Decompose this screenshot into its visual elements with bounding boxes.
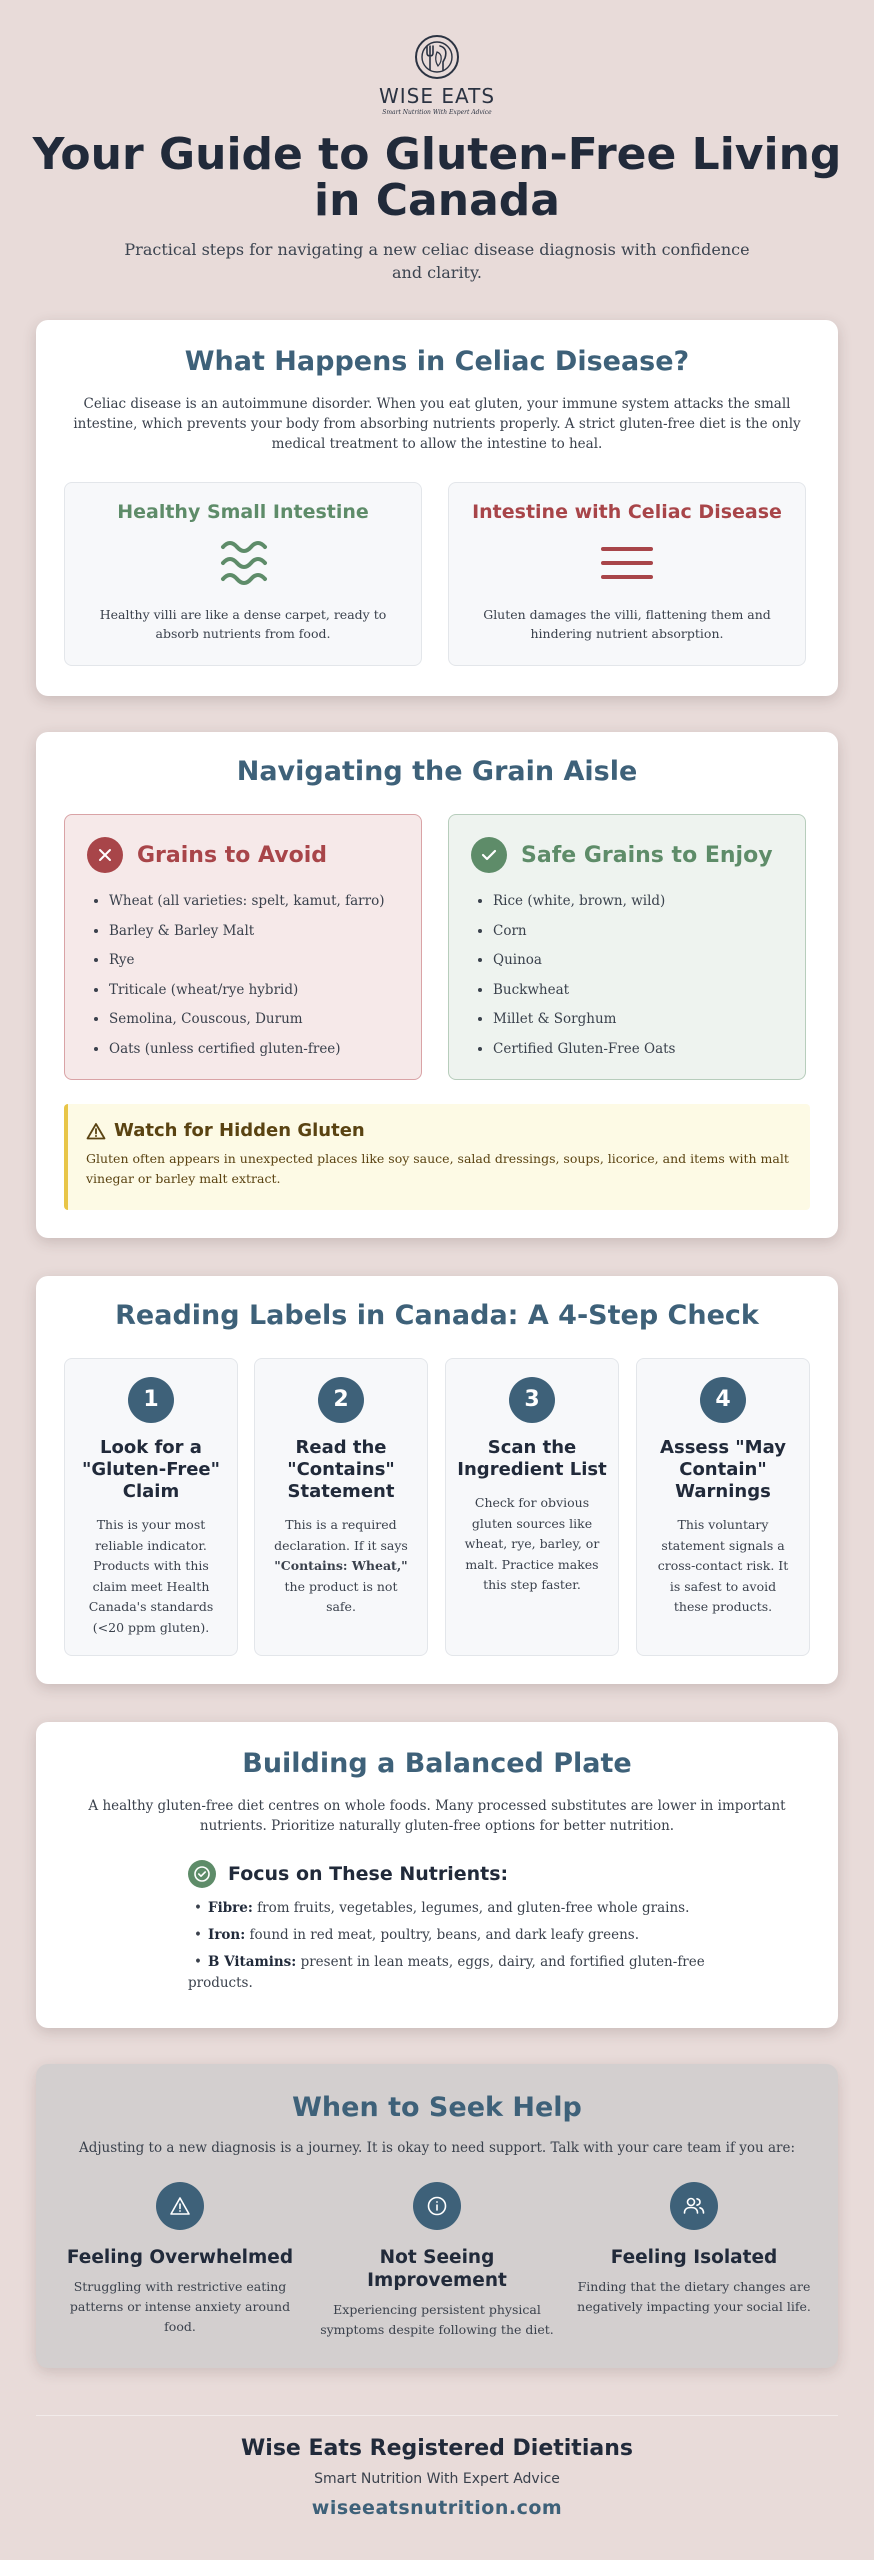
nutrients-title: Focus on These Nutrients:	[228, 1863, 509, 1885]
page-title: Your Guide to Gluten-Free Living in Canada	[32, 129, 842, 226]
grains-safe-list	[449, 887, 805, 1064]
list-item: • Millet & Sorghum	[493, 1005, 805, 1035]
celiac-intestine-title: Intestine with Celiac Disease	[472, 501, 782, 523]
nutrient-name: B Vitamins:	[208, 1954, 297, 1970]
grains-avoid-list	[65, 887, 421, 1064]
check-circle-icon	[188, 1860, 216, 1888]
grains-avoid-panel	[64, 814, 422, 1080]
help-intro: Adjusting to a new diagnosis is a journey. It is okay to need support. Talk with your care team if you are:	[78, 2140, 796, 2156]
step-card-4	[636, 1358, 810, 1656]
header	[0, 0, 874, 284]
nutrient-text: present in lean meats, eggs, dairy, and fortified gluten-free products.	[188, 1954, 705, 1991]
list-item: • Wheat (all varieties: spelt, kamut, farro)	[109, 887, 421, 917]
celiac-title: What Happens in Celiac Disease?	[184, 346, 690, 377]
list-item: • Triticale (wheat/rye hybrid)	[109, 976, 421, 1006]
list-item: • Buckwheat	[493, 976, 805, 1006]
nutrient-name: Iron:	[208, 1927, 246, 1943]
celiac-intro: Celiac disease is an autoimmune disorder. When you eat gluten, your immune system attacks the small intestine, which prevents your body from absorbing nutrients properly. A strict gluten-free diet is the only medical treatment to allow the intestine to heal.	[73, 396, 801, 452]
nutrients-block	[188, 1860, 708, 2000]
help-card	[36, 2064, 838, 2368]
celiac-card	[36, 320, 838, 696]
footer-divider	[36, 2415, 838, 2416]
labels-title: Reading Labels in Canada: A 4-Step Check	[115, 1300, 759, 1331]
flattened-villi-icon	[449, 537, 805, 593]
footer-name: Wise Eats Registered Dietitians	[241, 2436, 633, 2461]
help-item-overwhelmed	[52, 2182, 308, 2337]
brand-logo	[379, 32, 495, 116]
step-number: 4	[700, 1377, 746, 1423]
step-text: This is your most reliable indicator. Products with this claim meet Health Canada's standards (<20 ppm gluten).	[88, 1517, 214, 1635]
list-item: • Barley & Barley Malt	[109, 917, 421, 947]
step-text-bold: "Contains: Wheat,"	[274, 1558, 408, 1573]
users-icon	[670, 2182, 718, 2230]
help-item-isolated	[566, 2182, 822, 2317]
list-item: • Iron: found in red meat, poultry, beans, and dark leafy greens.	[194, 1927, 640, 1943]
list-item: • B Vitamins: present in lean meats, eggs, dairy, and fortified gluten-free products.	[188, 1954, 705, 1991]
warning-icon	[156, 2182, 204, 2230]
nutrient-text: found in red meat, poultry, beans, and dark leafy greens.	[245, 1927, 640, 1943]
celiac-intestine-panel	[448, 482, 806, 666]
step-text: Check for obvious gluten sources like wheat, rye, barley, or malt. Practice makes this step faster.	[464, 1495, 600, 1592]
step-number: 3	[509, 1377, 555, 1423]
step-text	[271, 1515, 411, 1618]
check-icon	[471, 837, 507, 873]
logo-name: WISE EATS	[378, 84, 496, 108]
step-card-3	[445, 1358, 619, 1656]
labels-card	[36, 1276, 838, 1684]
grains-avoid-title: Grains to Avoid	[137, 842, 327, 868]
help-item-text: Experiencing persistent physical symptoms despite following the diet.	[320, 2302, 554, 2337]
help-item-no-improvement	[309, 2182, 565, 2340]
step-text-part: the product is not safe.	[284, 1578, 398, 1614]
logo-plate-icon	[412, 32, 462, 82]
step-title: Look for a "Gluten-Free" Claim	[81, 1437, 221, 1502]
list-item: • Semolina, Couscous, Durum	[109, 1005, 421, 1035]
help-item-title: Feeling Isolated	[610, 2247, 778, 2268]
footer	[0, 2436, 874, 2519]
list-item: • Rice (white, brown, wild)	[493, 887, 805, 917]
help-item-title: Not Seeing Improvement	[367, 2247, 507, 2291]
plate-intro: A healthy gluten-free diet centres on whole foods. Many processed substitutes are lower in important nutrients. Prioritize naturally gluten-free options for better nutrition.	[88, 1798, 786, 1834]
hidden-gluten-text: Gluten often appears in unexpected places like soy sauce, salad dressings, soups, licorice, and items with malt vinegar or barley malt extract.	[86, 1151, 789, 1186]
step-card-1	[64, 1358, 238, 1656]
step-text-part: This is a required declaration. If it says	[274, 1517, 408, 1553]
grains-title: Navigating the Grain Aisle	[236, 756, 638, 787]
step-title: Assess "May Contain" Warnings	[660, 1437, 786, 1502]
healthy-villi-icon	[65, 537, 421, 593]
logo-tagline: Smart Nutrition With Expert Advice	[382, 109, 492, 116]
list-item: • Fibre: from fruits, vegetables, legumes, and gluten-free whole grains.	[194, 1900, 690, 1916]
hidden-gluten-title: Watch for Hidden Gluten	[114, 1120, 365, 1141]
grains-card	[36, 732, 838, 1238]
footer-tagline: Smart Nutrition With Expert Advice	[314, 2471, 560, 2487]
step-title: Read the "Contains" Statement	[287, 1437, 395, 1502]
x-icon	[87, 837, 123, 873]
list-item: • Quinoa	[493, 946, 805, 976]
warning-icon	[86, 1122, 106, 1140]
list-item: • Corn	[493, 917, 805, 947]
step-text: This voluntary statement signals a cross-contact risk. It is safest to avoid these products.	[657, 1517, 789, 1614]
step-number: 1	[128, 1377, 174, 1423]
grains-safe-panel	[448, 814, 806, 1080]
healthy-intestine-panel	[64, 482, 422, 666]
list-item: • Certified Gluten-Free Oats	[493, 1035, 805, 1065]
footer-website-link[interactable]: wiseeatsnutrition.com	[311, 2497, 563, 2519]
celiac-intestine-text: Gluten damages the villi, flattening them and hindering nutrient absorption.	[483, 607, 771, 641]
help-item-text: Finding that the dietary changes are negatively impacting your social life.	[577, 2279, 811, 2314]
step-title: Scan the Ingredient List	[457, 1437, 607, 1480]
list-item: • Rye	[109, 946, 421, 976]
nutrient-name: Fibre:	[208, 1900, 253, 1916]
healthy-intestine-title: Healthy Small Intestine	[117, 501, 369, 523]
grains-safe-title: Safe Grains to Enjoy	[521, 842, 773, 868]
nutrient-text: from fruits, vegetables, legumes, and gluten-free whole grains.	[252, 1900, 690, 1916]
step-card-2	[254, 1358, 428, 1656]
hidden-gluten-alert	[64, 1104, 810, 1210]
nutrients-list	[188, 1898, 708, 1994]
healthy-intestine-text: Healthy villi are like a dense carpet, ready to absorb nutrients from food.	[99, 607, 387, 641]
info-icon	[413, 2182, 461, 2230]
plate-card	[36, 1722, 838, 2028]
help-title: When to Seek Help	[292, 2092, 582, 2123]
list-item: • Oats (unless certified gluten-free)	[109, 1035, 421, 1065]
plate-title: Building a Balanced Plate	[242, 1748, 632, 1779]
page-subtitle: Practical steps for navigating a new celiac disease diagnosis with confidence and clarity.	[124, 240, 750, 282]
step-number: 2	[318, 1377, 364, 1423]
help-item-title: Feeling Overwhelmed	[66, 2247, 294, 2268]
help-item-text: Struggling with restrictive eating patterns or intense anxiety around food.	[69, 2279, 291, 2334]
